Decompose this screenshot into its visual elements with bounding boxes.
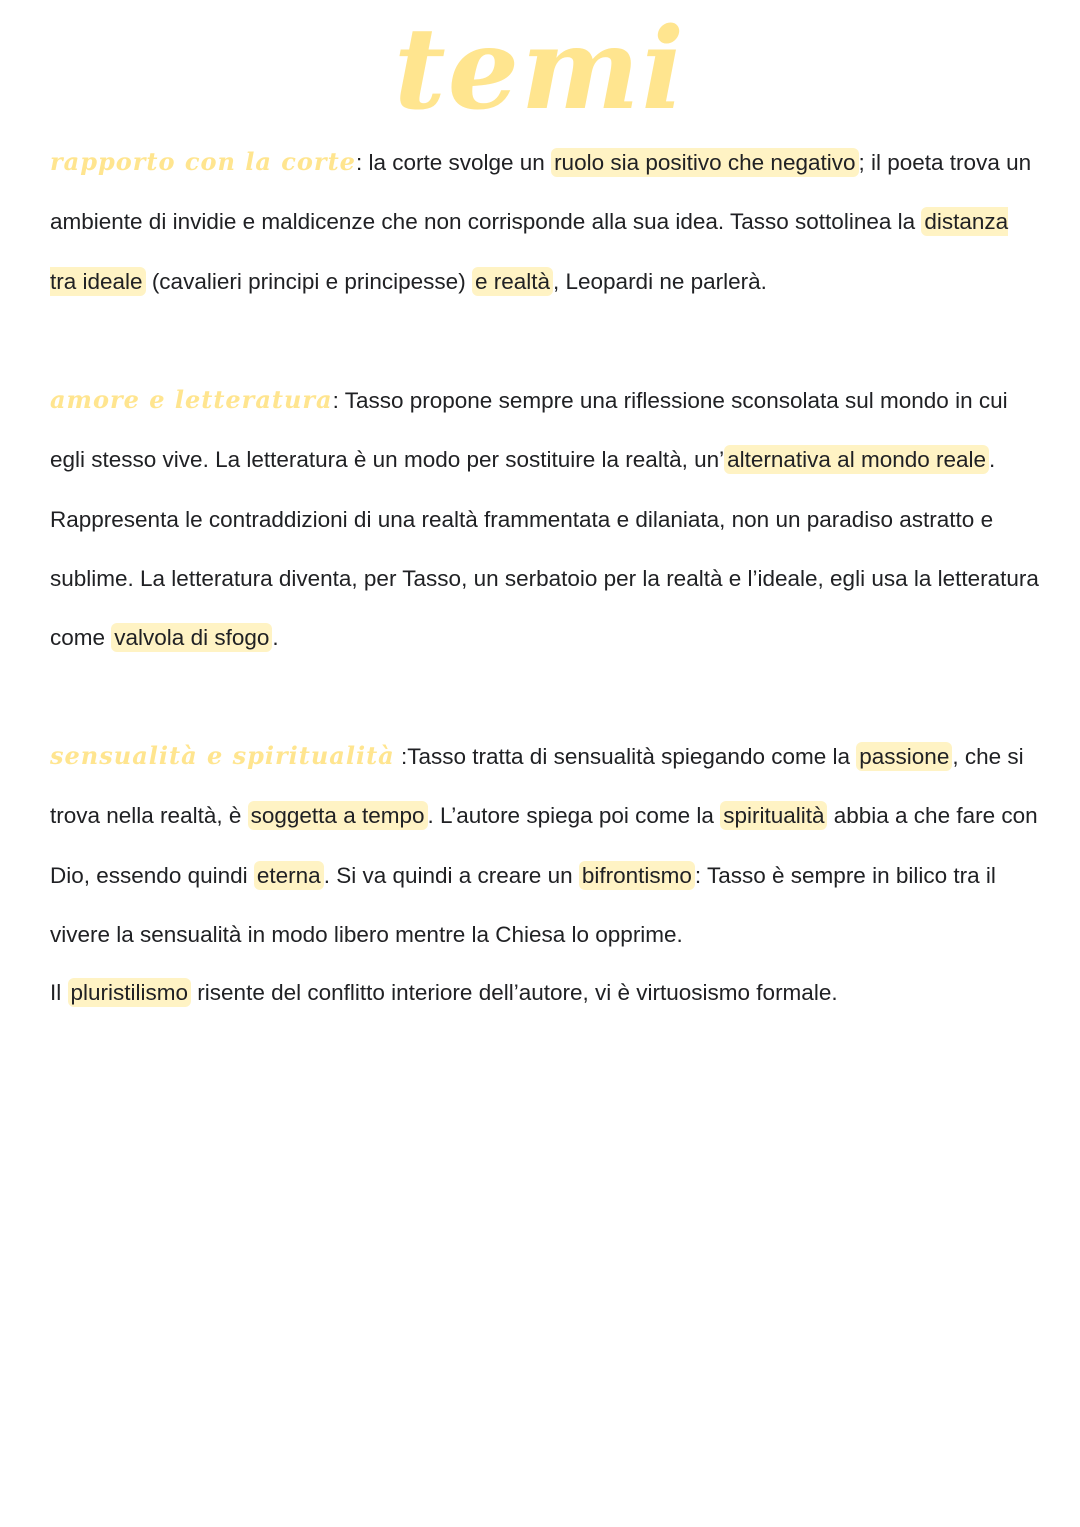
highlighted-text: e realtà	[472, 267, 553, 296]
section-separator: :	[355, 150, 369, 175]
highlighted-text: bifrontismo	[579, 861, 695, 890]
highlighted-text: pluristilismo	[68, 978, 192, 1007]
body-text: , che si trova nella realtà, è	[50, 744, 1024, 829]
highlighted-text: alternativa al mondo reale	[724, 445, 989, 474]
highlighted-text: eterna	[254, 861, 324, 890]
section-separator: :	[332, 388, 345, 413]
body-text: Tasso tratta di sensualità spiegando come la	[407, 744, 857, 769]
closing-paragraph	[50, 963, 1040, 1022]
body-text: (cavalieri principi e principesse)	[145, 268, 472, 294]
body-text: la corte svolge un	[368, 150, 552, 175]
section-heading: rapporto con la corte	[50, 147, 356, 176]
body-text: : Tasso è sempre in bilico tra il vivere la sensualità in modo libero mentre la Chiesa lo opprime.	[50, 862, 996, 947]
section-heading: amore e letteratura	[50, 385, 333, 414]
body-text: abbia a che fare con Dio, essendo quindi	[50, 803, 1038, 888]
body-text: . Rappresenta le contraddizioni di una realtà frammentata e dilaniata, non un paradiso astratto e sublime. La letteratura diventa, per Tasso, un serbatoio per la realtà e l’ideale, egli usa la letteratura come	[50, 447, 1039, 651]
section-heading: sensualità e spiritualità	[50, 741, 395, 770]
highlighted-text: passione	[856, 742, 952, 771]
body-text: . L’autore spiega poi come la	[427, 803, 721, 829]
body-text: Tasso propone sempre una riflessione sconsolata sul mondo in cui egli stesso vive. La letteratura è un modo per sostituire la realtà, un’	[50, 388, 1008, 473]
section-rapporto-con-la-corte	[50, 132, 1040, 311]
section-separator: :	[394, 744, 408, 769]
body-text: . Si va quindi a creare un	[323, 862, 579, 888]
section-sensualita-e-spiritualita	[50, 726, 1040, 964]
body-text: , Leopardi ne parlerà.	[553, 268, 767, 294]
body-text: ; il poeta trova un ambiente di invidie e maldicenze che non corrisponde alla sua idea. Tasso sottolinea la	[50, 150, 1032, 235]
highlighted-text: spiritualità	[720, 801, 827, 830]
body-text: .	[272, 625, 279, 651]
highlighted-text: distanza tra ideale	[50, 209, 1009, 294]
body-text: Il	[50, 980, 68, 1005]
highlighted-text: ruolo sia positivo che negativo	[551, 148, 858, 177]
page-title: temi	[393, 4, 687, 135]
highlighted-text: soggetta a tempo	[248, 801, 428, 830]
highlighted-text: valvola di sfogo	[111, 623, 272, 652]
section-amore-e-letteratura	[50, 370, 1040, 667]
body-text: risente del conflitto interiore dell’autore, vi è virtuosismo formale.	[191, 980, 838, 1005]
